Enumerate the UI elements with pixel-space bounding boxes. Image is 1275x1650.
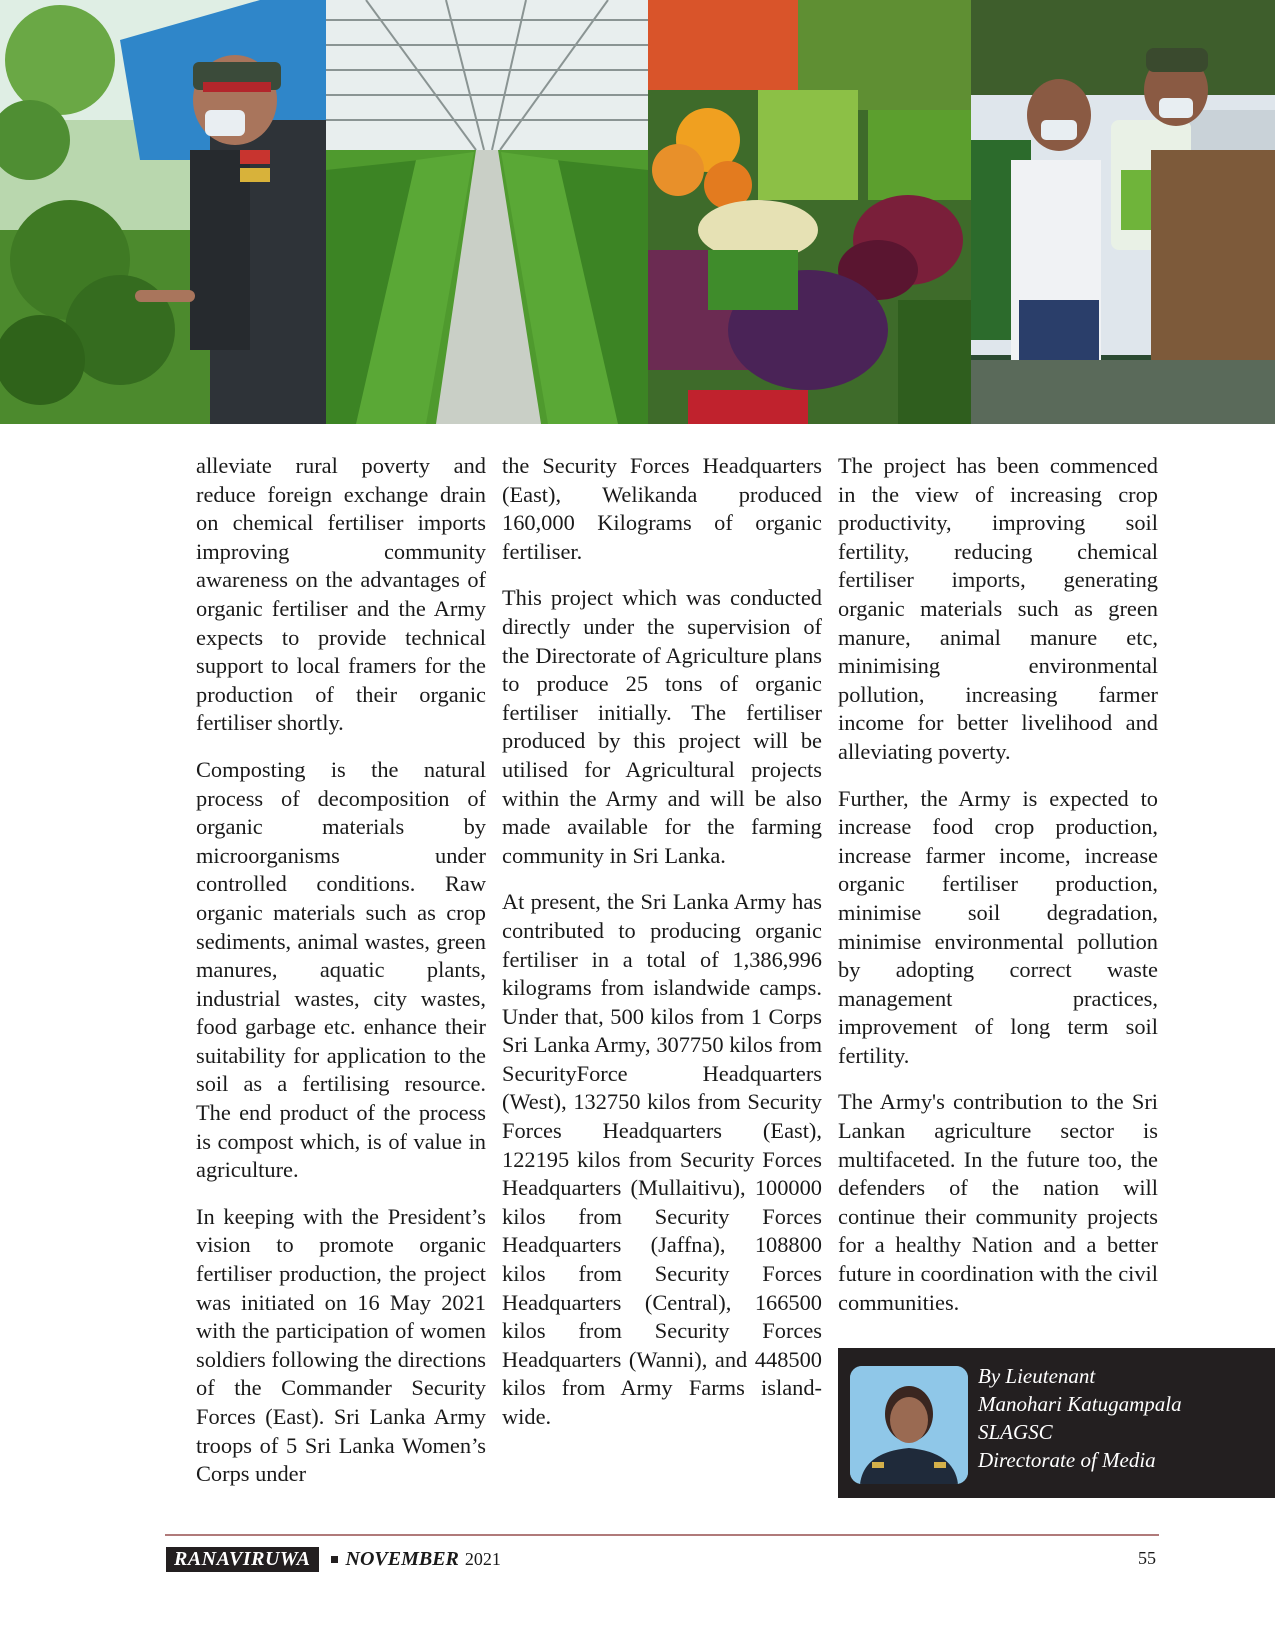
paragraph: The Army's contribution to the Sri Lankan agriculture sector is multifaceted. In the future too, the defenders of the nation will continue their community projects for a healthy Nation and a better future in coordination with the civil communities. <box>838 1089 1158 1315</box>
paragraph: In keeping with the President’s vision to promote organic fertiliser production, the project was initiated on 16 May 2021 with the participation of women soldiers following the directions of the Commander Security Forces (East). Sri Lanka Army troops of 5 Sri Lanka Women’s Corps under <box>196 1203 486 1487</box>
author-credit <box>978 1362 1182 1474</box>
article-column-1 <box>196 452 486 1507</box>
photo-greenhouse-rows <box>326 0 648 424</box>
paragraph: Composting is the natural process of decomposition of organic materials by microorganisms under controlled conditions. Raw organic materials such as crop sediments, animal wastes, green manures, aquatic plants, industrial wastes, city wastes, food garbage etc. enhance their suitability for application to the soil as a fertilising resource. The end product of the process is compost which, is of value in agriculture. <box>196 756 486 1183</box>
magazine-name: RANAVIRUWA <box>166 1547 319 1572</box>
paragraph: Further, the Army is expected to increase food crop production, increase farmer income, increase organic fertiliser production, minimise soil degradation, minimise environmental pollution by adopting correct waste management practices, improvement of long term soil fertility. <box>838 785 1158 1068</box>
footer-rule <box>165 1534 1159 1536</box>
photo-officer-inspecting-plants <box>0 0 326 424</box>
issue-year: 2021 <box>464 1548 501 1569</box>
author-rank: By Lieutenant <box>978 1364 1096 1388</box>
author-photo <box>850 1366 968 1484</box>
paragraph: the Security Forces Headquarters (East), Welikanda produced 160,000 Kilograms of organic fertiliser. <box>502 453 822 564</box>
issue-month: NOVEMBER <box>345 1547 459 1570</box>
article-column-2 <box>502 452 822 1450</box>
bullet-square-icon <box>331 1556 338 1563</box>
author-name: Manohari Katugampala <box>978 1392 1182 1416</box>
photo-fertiliser-handover <box>971 0 1275 424</box>
author-box <box>838 1348 1275 1498</box>
author-unit: SLAGSC <box>978 1420 1053 1444</box>
paragraph: The project has been commenced in the view of increasing crop productivity, improving soil fertility, reducing chemical fertiliser imports, generating organic materials such as green manure, animal manure etc, minimising environmental pollution, increasing farmer income for better livelihood and alleviating poverty. <box>838 453 1158 764</box>
page-number: 55 <box>1138 1548 1156 1568</box>
author-department: Directorate of Media <box>978 1448 1156 1472</box>
photo-strip <box>0 0 1275 424</box>
photo-vegetables <box>648 0 971 424</box>
paragraph: At present, the Sri Lanka Army has contributed to producing organic fertiliser in a total of 1,386,996 kilograms from islandwide camps. Under that, 500 kilos from 1 Corps Sri Lanka Army, 307750 kilos from SecurityForce Headquarters (West), 132750 kilos from Security Forces Headquarters (East), 122195 kilos from Security Forces Headquarters (Mullaitivu), 100000 kilos from Security Forces Headquarters (Jaffna), 108800 kilos from Security Forces Headquarters (Central), 166500 kilos from Security Forces Headquarters (Wanni), and 448500 kilos from Army Farms island-wide. <box>502 889 822 1429</box>
article-column-3 <box>838 452 1158 1335</box>
paragraph: This project which was conducted directly under the supervision of the Directorate of Agriculture plans to produce 25 tons of organic fertiliser initially. The fertiliser produced by this project will be utilised for Agricultural projects within the Army and will be also made available for the farming community in Sri Lanka. <box>502 585 822 868</box>
paragraph: alleviate rural poverty and reduce foreign exchange drain on chemical fertiliser imports improving community awareness on the advantages of organic fertiliser and the Army expects to provide technical support to local framers for the production of their organic fertiliser shortly. <box>196 453 486 736</box>
footer <box>166 1545 501 1573</box>
